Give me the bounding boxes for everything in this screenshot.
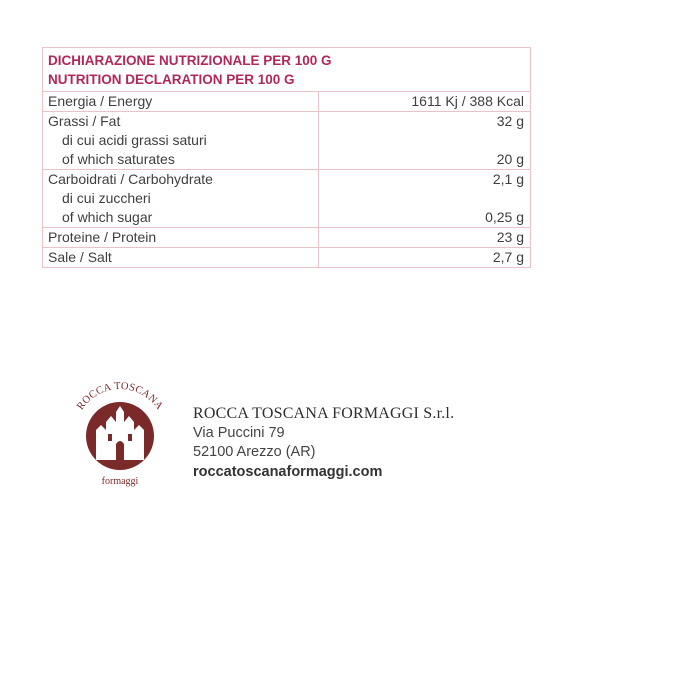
sugars-label-english: of which sugar xyxy=(62,209,153,225)
carbs-label xyxy=(43,170,319,228)
table-row-carbs xyxy=(43,170,531,228)
nutrition-header-row xyxy=(43,48,531,92)
saturates-value: 20 g xyxy=(496,151,524,167)
company-city: 52100 Arezzo (AR) xyxy=(193,444,316,460)
table-row-fat xyxy=(43,112,531,170)
sugars-label-italian: di cui zuccheri xyxy=(62,190,151,206)
protein-label: Proteine / Protein xyxy=(43,228,319,248)
carbs-label-text: Carboidrati / Carbohydrate xyxy=(48,171,213,187)
energy-value: 1611 Kj / 388 Kcal xyxy=(319,92,531,112)
saturates-label-english: of which saturates xyxy=(62,151,175,167)
protein-value: 23 g xyxy=(319,228,531,248)
fat-values xyxy=(319,112,531,170)
fat-label-text: Grassi / Fat xyxy=(48,113,121,129)
nutrition-header-english: NUTRITION DECLARATION PER 100 G xyxy=(48,72,295,87)
logo-arc-text: ROCCA TOSCANA xyxy=(75,380,165,413)
table-row-salt xyxy=(43,248,531,268)
nutrition-table xyxy=(42,47,531,268)
salt-value: 2,7 g xyxy=(319,248,531,268)
rocca-toscana-logo xyxy=(66,378,174,490)
sugars-value: 0,25 g xyxy=(485,209,524,225)
fat-label xyxy=(43,112,319,170)
tower-gate-icon xyxy=(116,441,124,460)
logo-subtext: formaggi xyxy=(101,476,139,487)
nutrition-header-italian: DICHIARAZIONE NUTRIZIONALE PER 100 G xyxy=(48,53,332,68)
carbs-value: 2,1 g xyxy=(492,171,524,187)
company-street: Via Puccini 79 xyxy=(193,425,285,441)
company-website[interactable]: roccatoscanaformaggi.com xyxy=(193,464,383,480)
salt-label: Sale / Salt xyxy=(43,248,319,268)
saturates-label-italian: di cui acidi grassi saturi xyxy=(62,132,207,148)
table-row-energy xyxy=(43,92,531,112)
energy-label: Energia / Energy xyxy=(43,92,319,112)
carbs-values xyxy=(319,170,531,228)
table-row-protein xyxy=(43,228,531,248)
company-name: ROCCA TOSCANA FORMAGGI S.r.l. xyxy=(193,405,455,422)
fat-value: 32 g xyxy=(496,113,524,129)
nutrition-header xyxy=(43,48,531,92)
company-info xyxy=(193,404,454,482)
